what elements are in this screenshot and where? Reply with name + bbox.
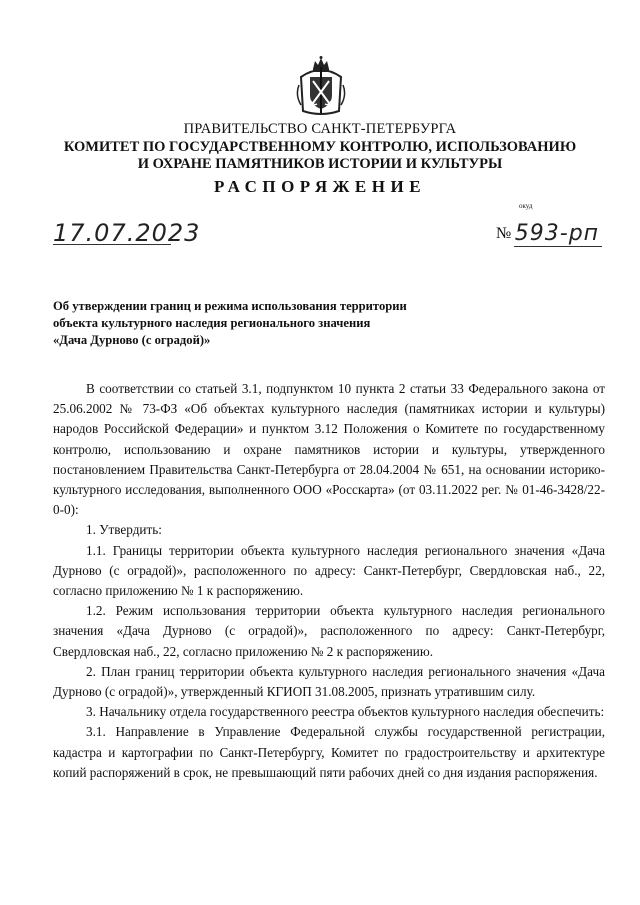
date-underline [53, 244, 171, 245]
document-number [496, 221, 599, 246]
clause-1: 1. Утвердить: [86, 522, 162, 538]
government-name: ПРАВИТЕЛЬСТВО САНКТ-ПЕТЕРБУРГА [183, 121, 457, 137]
document-type: РАСПОРЯЖЕНИЕ [213, 177, 427, 196]
subject-line-2: объекта культурного наследия регионального значения [53, 316, 371, 330]
committee-name [0, 139, 640, 173]
document-body [53, 379, 605, 783]
number-sign: № [496, 225, 512, 242]
subject-line-1: Об утверждении границ и режима использования территории [53, 299, 407, 313]
coat-of-arms-icon [295, 55, 347, 117]
preamble-paragraph: В соответствии со статьей 3.1, подпунктом 10 пункта 2 статьи 33 Федерального закона от 25.06.2002 № 73-ФЗ «Об объектах культурного наследия (памятниках истории и культуры) народов Российской Федерации» и пунктом 3.12 Положения о Комитете по государственному контролю, использованию и охране памятников истории и культуры, утвержденного постановлением Правительства Санкт-Петербурга от 28.04.2004 № 651, на основании историко-культурного исследования, выполненного ООО «Росскарта» (от 03.11.2022 рег. № 01-46-3428/22-0-0): [53, 381, 605, 518]
committee-line-1: КОМИТЕТ ПО ГОСУДАРСТВЕННОМУ КОНТРОЛЮ, ИСПОЛЬЗОВАНИЮ [63, 139, 577, 155]
document-subject [53, 298, 453, 349]
clause-1-1: 1.1. Границы территории объекта культурного наследия регионального значения «Дача Дурново (с оградой)», расположенного по адресу: Санкт-Петербург, Свердловская наб., 22, согласно приложению № 1 к распоряжению. [53, 542, 605, 599]
number-value: 593-рп [514, 221, 600, 246]
subject-line-3: «Дача Дурново (с оградой)» [53, 333, 211, 347]
number-underline [514, 246, 602, 247]
okud-label: окуд [519, 202, 533, 210]
clause-1-2: 1.2. Режим использования территории объекта культурного наследия регионального значения «Дача Дурново (с оградой)», расположенного по адресу: Санкт-Петербург, Свердловская наб., 22, согласно приложению № 2 к распоряжению. [53, 603, 605, 659]
clause-2: 2. План границ территории объекта культурного наследия регионального значения «Дача Дурново (с оградой)», утвержденный КГИОП 31.08.2005, признать утратившим силу. [53, 663, 605, 700]
committee-line-2: И ОХРАНЕ ПАМЯТНИКОВ ИСТОРИИ И КУЛЬТУРЫ [137, 156, 503, 172]
clause-3: 3. Начальнику отдела государственного реестра объектов культурного наследия обеспечить: [86, 704, 605, 720]
clause-3-1: 3.1. Направление в Управление Федеральной службы государственной регистрации, кадастра и картографии по Санкт-Петербургу, Комитет по градостроительству и архитектуре копий распоряжений в срок, не превышающий пяти рабочих дней со дня издания распоряжения. [53, 724, 605, 780]
document-date: 17.07.2023 [53, 219, 201, 247]
